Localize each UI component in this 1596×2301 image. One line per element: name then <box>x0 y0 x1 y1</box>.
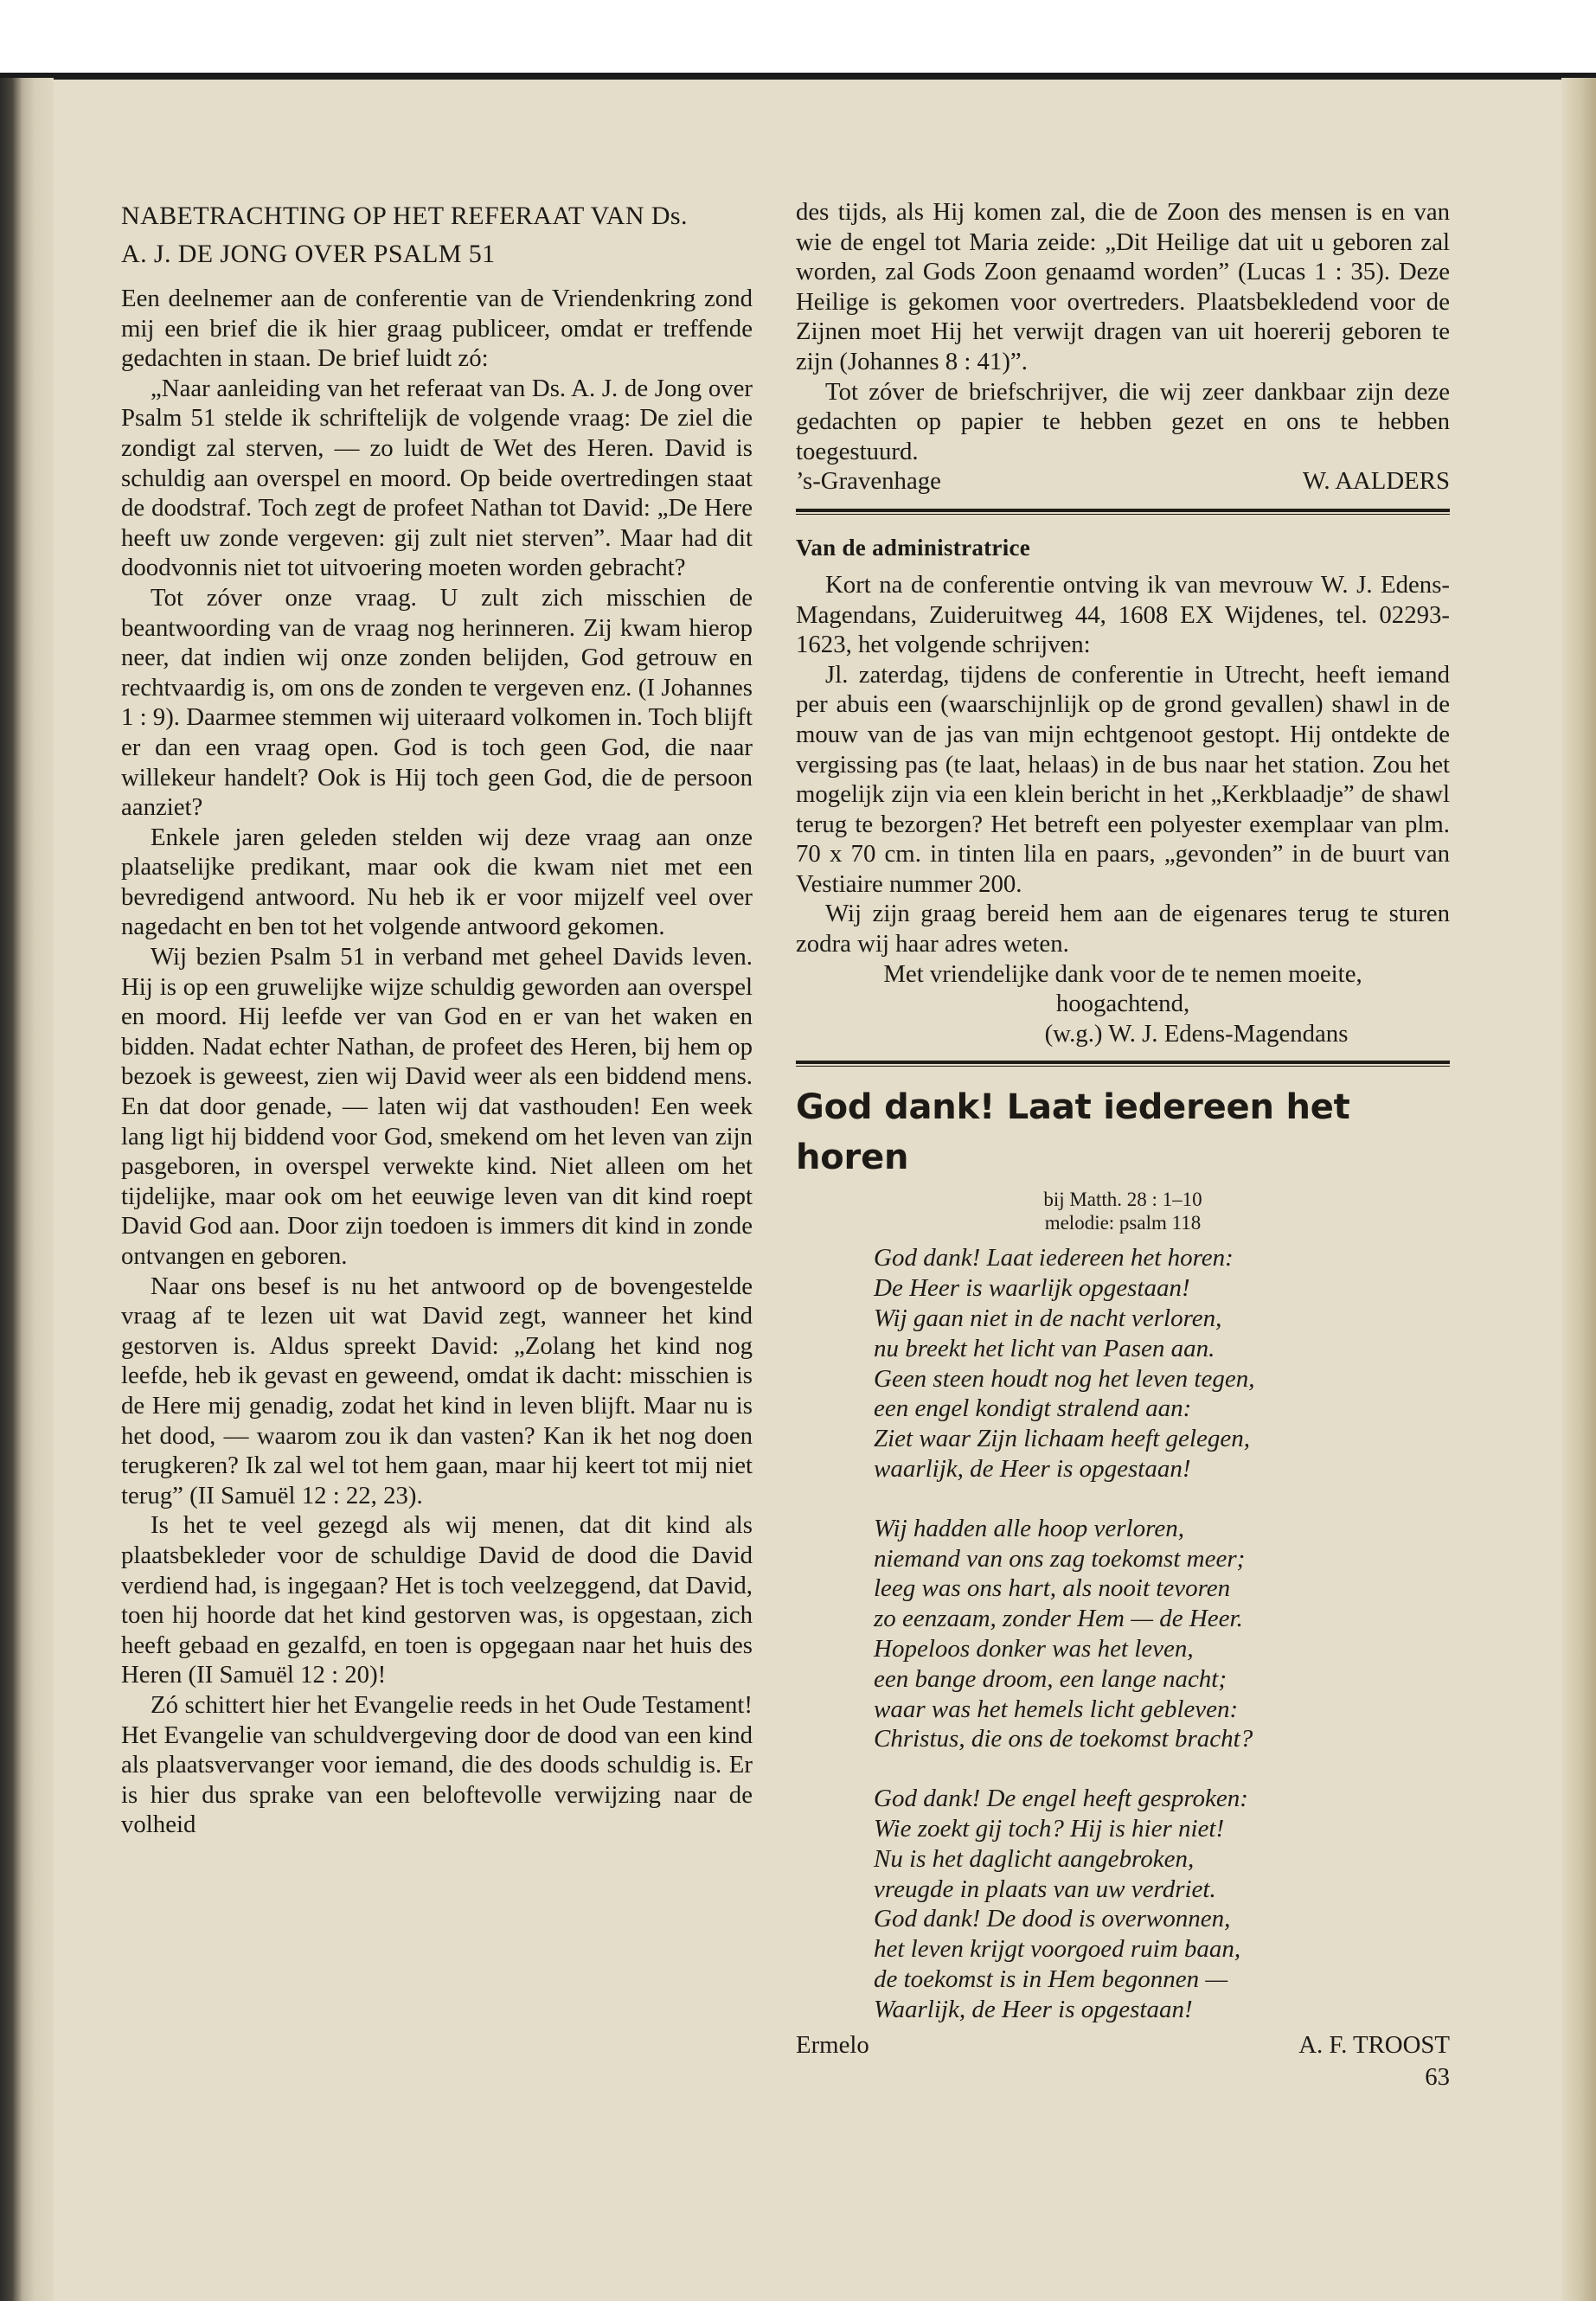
song-line: Geen steen houdt nog het leven tegen, <box>874 1364 1255 1393</box>
admin-closing-line1: Met vriendelijke dank voor de te nemen moeite, <box>883 959 1362 988</box>
section-divider <box>796 509 1450 515</box>
article-paragraph: Zó schittert hier het Evangelie reeds in het Oude Testament! Het Evangelie van schuldvergeving door de dood van een kind als plaatsvervanger voor iemand, die des doods schuldig is. Er is hier dus sprake van een beloftevolle verwijzing naar de volheid <box>121 1690 753 1839</box>
song-line: Wie zoekt gij toch? Hij is hier niet! <box>874 1814 1225 1843</box>
song-line: De Heer is waarlijk opgestaan! <box>874 1274 1190 1303</box>
admin-closing-line2: hoogachtend, <box>1055 990 1190 1018</box>
admin-signature: (w.g.) W. J. Edens-Magendans <box>1044 1019 1349 1048</box>
article-place: ’s-Gravenhage <box>796 467 941 496</box>
song-line: Christus, die ons de toekomst bracht? <box>874 1725 1253 1753</box>
song-line: zo eenzaam, zonder Hem — de Heer. <box>874 1605 1243 1633</box>
article-paragraph: Een deelnemer aan de conferentie van de Vriendenkring zond mij een brief die ik hier graag publiceer, omdat er treffende gedachten in staan. De brief luidt zó: <box>121 285 753 373</box>
left-column <box>121 197 753 1840</box>
song-line: vreugde in plaats van uw verdriet. <box>874 1875 1216 1903</box>
song-line: niemand van ons zag toekomst meer; <box>874 1544 1246 1573</box>
admin-closing <box>796 959 1450 1049</box>
article-paragraph: Tot zóver onze vraag. U zult zich misschien de beantwoording van de vraag nog herinneren. Zij kwam hierop neer, dat indien wij onze zonden belijden, God getrouw en rechtvaardig is, om ons de zonden te vergeven enz. (I Johannes 1 : 9). Daarmee stemmen wij uiteraard volkomen in. Toch blijft er dan een vraag open. God is toch geen God, die naar willekeur handelt? Ook is Hij toch geen God, die de persoon aanziet? <box>121 583 753 822</box>
admin-paragraph: Wij zijn graag bereid hem aan de eigenares terug te sturen zodra wij haar adres weten. <box>796 900 1450 958</box>
article-author: W. AALDERS <box>1302 467 1450 496</box>
section-divider <box>796 1061 1450 1067</box>
admin-paragraph: Kort na de conferentie ontving ik van mevrouw W. J. Edens-Magendans, Zuideruitweg 44, 1608 EX Wijdenes, tel. 02293-1623, het volgende schrijven: <box>796 570 1450 659</box>
song-line: Nu is het daglicht aangebroken, <box>874 1844 1195 1873</box>
page-right-edge <box>1561 78 1596 2301</box>
article-continuation: des tijds, als Hij komen zal, die de Zoon des mensen is en van wie de engel tot Maria zeide: „Dit Heilige dat uit u geboren zal worden, zal Gods Zoon genaamd worden” (Lucas 1 : 35). Deze Heilige is gekomen voor overtreders. Plaatsbekledend voor de Zijnen moet Hij het verwijt dragen van uit hoererij geboren te zijn (Johannes 8 : 41)”. <box>796 198 1450 375</box>
song-line: nu breekt het licht van Pasen aan. <box>874 1334 1215 1362</box>
article-paragraph: Is het te veel gezegd als wij menen, dat dit kind als plaatsbekleder voor de schuldige David de dood die David verdiend had, is ingegaan? Het is toch veelzeggend, dat David, toen hij hoorde dat het kind gestorven was, is opgestaan, zich heeft gebaad en gezalfd, en toen is opgegaan naar het huis des Heren (II Samuël 12 : 20)! <box>121 1511 753 1689</box>
song-line: een bange droom, een lange nacht; <box>874 1664 1227 1693</box>
song-line: de toekomst is in Hem begonnen — <box>874 1965 1228 1993</box>
song-line: God dank! Laat iedereen het horen: <box>874 1244 1234 1272</box>
song-title: God dank! Laat iedereen het horen <box>796 1087 1350 1178</box>
song-line: Hopeloos donker was het leven, <box>874 1635 1194 1663</box>
article-paragraph: Enkele jaren geleden stelden wij deze vraag aan onze plaatselijke predikant, maar ook die kwam niet met een bevredigend antwoord. Nu heb ik er voor mijzelf veel over nagedacht en ben tot het volgende antwoord gekomen. <box>121 823 753 941</box>
song-signature <box>796 2030 1450 2061</box>
article-paragraph: Wij bezien Psalm 51 in verband met geheel Davids leven. Hij is op een gruwelijke wijze schuldig geworden aan overspel en moord. Hij leefde ver van God en er van het waken en bidden. Nadat echter Nathan, de profeet des Heren, bij hem op bezoek is geweest, zien wij David weer als een biddend mens. En dat door genade, — laten wij dat vasthouden! Een week lang ligt hij biddend voor God, smekend om het leven van zijn pasgeboren, in overspel verwekte kind. Niet alleen om het tijdelijke, maar ook om het eeuwige leven van dit kind roept David God aan. Door zijn toedoen is immers dit kind in zonde ontvangen en geboren. <box>121 943 753 1270</box>
song-line: Waarlijk, de Heer is opgestaan! <box>874 1995 1193 2023</box>
article-paragraph: Naar ons besef is nu het antwoord op de bovengestelde vraag af te lezen uit wat David zegt, wanneer het kind gestorven is. Aldus spreekt David: „Zolang het kind nog leefde, heb ik gevast en geweend, omdat ik dacht: misschien is de Here mij genadig, zodat het kind in leven blijft. Maar nu is het dood, — waarom zou ik dan vasten? Kan ik het nog doen terugkeren? Ik zal wel tot hem gaan, maar hij keert tot mij niet terug” (II Samuël 12 : 22, 23). <box>121 1272 753 1509</box>
page-left-edge <box>0 78 54 2301</box>
article-paragraph: „Naar aanleiding van het referaat van Ds. A. J. de Jong over Psalm 51 stelde ik schriftelijk de volgende vraag: De ziel die zondigt zal sterven, — zo luidt de Wet des Heren. David is schuldig aan overspel en moord. Op beide overtredingen staat de doodstraf. Toch zegt de profeet Nathan tot David: „De Here heeft uw zonde vergeven: gij zult niet sterven”. Maar had dit doodvonnis niet tot uitvoering moeten worden gebracht? <box>121 374 753 582</box>
song-line: God dank! De engel heeft gesproken: <box>874 1785 1248 1813</box>
song-reference: bij Matth. 28 : 1–10 <box>1043 1189 1202 1211</box>
song-line: God dank! De dood is overwonnen, <box>874 1905 1231 1933</box>
song-line: leeg was ons hart, als nooit tevoren <box>874 1574 1231 1603</box>
song-line: een engel kondigt stralend aan: <box>874 1394 1192 1423</box>
scan-top-margin <box>0 0 1596 76</box>
right-column <box>796 197 1450 2094</box>
article-signature <box>796 466 1450 497</box>
song-author: A. F. TROOST <box>1298 2030 1450 2059</box>
song-line: waar was het hemels licht gebleven: <box>874 1695 1239 1723</box>
song-stanza <box>874 1514 1450 1754</box>
admin-paragraph: Jl. zaterdag, tijdens de conferentie in Utrecht, heeft iemand per abuis een (waarschijnlijk op de grond gevallen) shawl in de mouw van de jas van mijn echtgenoot gestopt. Hij ontdekte de vergissing pas (te laat, helaas) in de bus naar het station. Zou het mogelijk zijn via een klein bericht in het „Kerkblaadje” de shawl terug te bezorgen? Het betreft een polyester exemplaar van plm. 70 x 70 cm. in tinten lila en paars, „gevonden” in de buurt van Vestiaire nummer 200. <box>796 660 1450 898</box>
song-line: Ziet waar Zijn lichaam heeft gelegen, <box>874 1425 1250 1453</box>
song-place: Ermelo <box>796 2030 869 2059</box>
article-title-line2: A. J. DE JONG OVER PSALM 51 <box>121 240 496 268</box>
article-continuation: Tot zóver de briefschrijver, die wij zeer dankbaar zijn deze gedachten op papier te hebben gezet en ons te hebben toegestuurd. <box>796 377 1450 465</box>
song-line: waarlijk, de Heer is opgestaan! <box>874 1455 1191 1484</box>
song-line: het leven krijgt voorgoed ruim baan, <box>874 1935 1241 1964</box>
article-title-line1: NABETRACHTING OP HET REFERAAT VAN Ds. <box>121 202 688 230</box>
page-number: 63 <box>1425 2063 1450 2092</box>
song-line: Wij gaan niet in de nacht verloren, <box>874 1304 1222 1333</box>
admin-heading: Van de administratrice <box>796 534 1031 561</box>
song-line: Wij hadden alle hoop verloren, <box>874 1514 1184 1542</box>
song-stanza <box>874 1784 1450 2024</box>
song-melody: melodie: psalm 118 <box>1044 1212 1202 1234</box>
song-stanza <box>874 1243 1450 1484</box>
